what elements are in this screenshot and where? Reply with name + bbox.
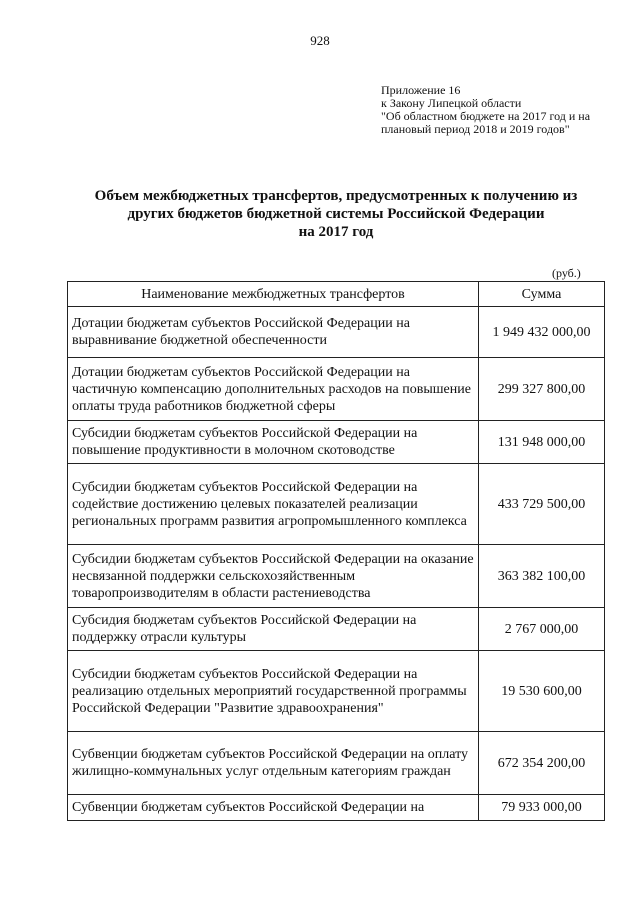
table-row [68, 307, 605, 358]
header-name: Наименование межбюджетных трансфертов [68, 282, 479, 307]
table-row [68, 358, 605, 421]
transfer-sum: 299 327 800,00 [479, 358, 605, 421]
transfer-name: Субвенции бюджетам субъектов Российской Федерации на [68, 795, 479, 821]
title-line: на 2017 год [298, 224, 374, 240]
header-sum: Сумма [479, 282, 605, 307]
table-header-row [68, 282, 605, 307]
transfer-name: Субсидии бюджетам субъектов Российской Федерации на оказание несвязанной поддержки сельскохозяйственным товаропроизводителям в области растениеводства [68, 545, 479, 608]
appendix-reference [381, 84, 590, 136]
transfer-name: Дотации бюджетам субъектов Российской Федерации на частичную компенсацию дополнительных расходов на повышение оплаты труда работников бюджетной сферы [68, 358, 479, 421]
transfer-name: Субвенции бюджетам субъектов Российской Федерации на оплату жилищно-коммунальных услуг отдельным категориям граждан [68, 732, 479, 795]
document-title [66, 187, 606, 241]
table-row [68, 545, 605, 608]
appendix-line: "Об областном бюджете на 2017 год и на [381, 109, 591, 123]
transfer-sum: 131 948 000,00 [479, 421, 605, 464]
page-number: 928 [310, 33, 330, 48]
table-row [68, 608, 605, 651]
transfer-name: Субсидии бюджетам субъектов Российской Федерации на повышение продуктивности в молочном скотоводстве [68, 421, 479, 464]
table-row [68, 464, 605, 545]
transfer-name: Субсидии бюджетам субъектов Российской Федерации на содействие достижению целевых показателей реализации региональных программ развития агропромышленного комплекса [68, 464, 479, 545]
title-line: Объем межбюджетных трансфертов, предусмотренных к получению из [94, 188, 578, 204]
transfer-sum: 79 933 000,00 [479, 795, 605, 821]
appendix-line: Приложение 16 [381, 83, 461, 97]
transfer-sum: 19 530 600,00 [479, 651, 605, 732]
transfer-sum: 1 949 432 000,00 [479, 307, 605, 358]
units-label: (руб.) [552, 266, 581, 280]
transfers-table [67, 281, 605, 821]
transfer-name: Субсидии бюджетам субъектов Российской Федерации на реализацию отдельных мероприятий государственной программы Российской Федерации "Развитие здравоохранения" [68, 651, 479, 732]
title-line: других бюджетов бюджетной системы Российской Федерации [127, 206, 545, 222]
transfer-sum: 2 767 000,00 [479, 608, 605, 651]
appendix-line: плановый период 2018 и 2019 годов" [381, 122, 570, 136]
transfer-sum: 433 729 500,00 [479, 464, 605, 545]
table-row [68, 421, 605, 464]
table-row [68, 651, 605, 732]
transfer-name: Дотации бюджетам субъектов Российской Федерации на выравнивание бюджетной обеспеченности [68, 307, 479, 358]
table-row [68, 795, 605, 821]
table-row [68, 732, 605, 795]
transfer-sum: 363 382 100,00 [479, 545, 605, 608]
transfer-name: Субсидия бюджетам субъектов Российской Федерации на поддержку отрасли культуры [68, 608, 479, 651]
transfer-sum: 672 354 200,00 [479, 732, 605, 795]
appendix-line: к Закону Липецкой области [381, 96, 522, 110]
